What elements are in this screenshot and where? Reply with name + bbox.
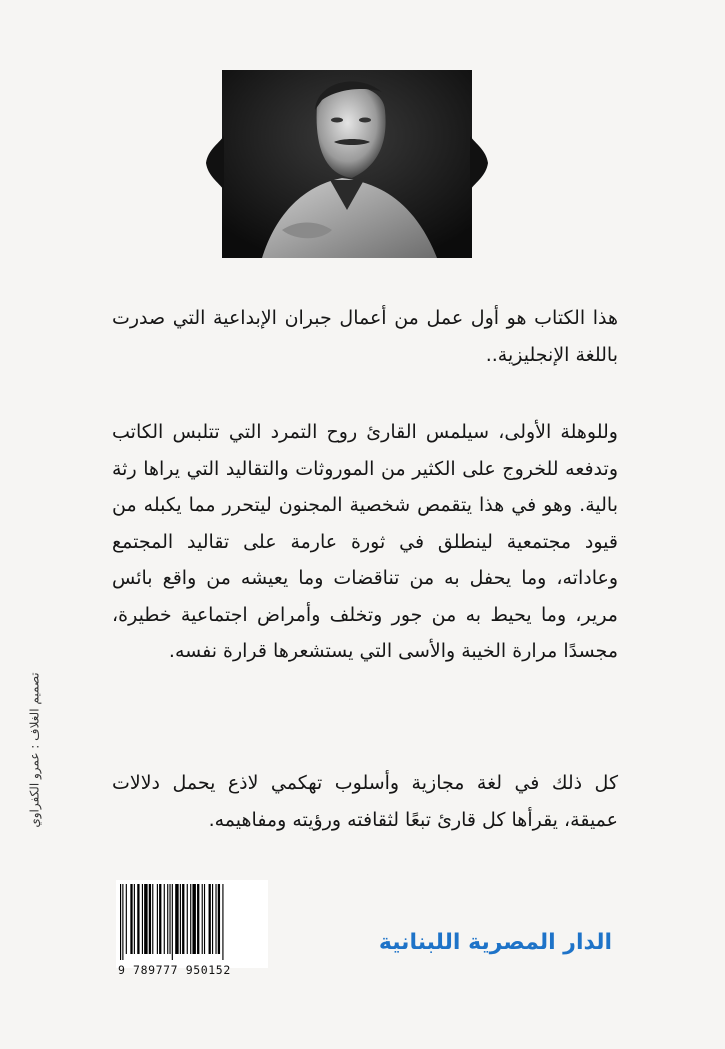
barcode-bar	[164, 884, 165, 954]
publisher-logo: الدار المصرية اللبنانية	[378, 930, 612, 955]
barcode-bar	[182, 884, 184, 954]
barcode-bar	[149, 884, 151, 954]
barcode-bar	[142, 884, 143, 954]
barcode-bar	[175, 884, 178, 954]
barcode-bar	[192, 884, 195, 954]
barcode-bar	[190, 884, 191, 954]
barcode-bar	[209, 884, 211, 954]
barcode-bar	[197, 884, 199, 954]
barcode-bar	[152, 884, 153, 954]
frame-ornament-left	[204, 136, 224, 190]
barcode-bar	[126, 884, 127, 954]
barcode-bar	[204, 884, 205, 954]
barcode-bar	[144, 884, 147, 954]
barcode-bar	[202, 884, 203, 954]
barcode-bar	[157, 884, 158, 954]
barcode-bar	[222, 884, 223, 960]
barcode-bar	[130, 884, 132, 954]
portrait-image	[222, 70, 472, 258]
blurb-paragraph-1: هذا الكتاب هو أول عمل من أعمال جبران الإبداعية التي صدرت باللغة الإنجليزية..	[112, 307, 618, 366]
frame-ornament-right	[470, 136, 490, 190]
barcode-bar	[137, 884, 139, 954]
barcode-bar	[159, 884, 161, 954]
blurb-paragraph-2: وللوهلة الأولى، سيلمس القارئ روح التمرد التي تتلبس الكاتب وتدفعه للخروج على الكثير من الموروثات والتقاليد التي يراها رثة بالية. وهو في هذا يتقمص شخصية المجنون ليتحرر مما يكبله من قيود مجتمعية لينطلق في ثورة عارمة على تقاليد المجتمع وعاداته، وما يحفل به من تناقضات وما يعيشه من واقع بائس مرير، وما يحيط به من جور وتخلف وأمراض اجتماعية خطيرة، مجسدًا مرارة الخيبة والأسى التي يستشعرها قرارة نفسه.	[112, 421, 618, 662]
blurb-paragraph-3: كل ذلك في لغة مجازية وأسلوب تهكمي لاذع يحمل دلالات عميقة، يقرأها كل قارئ تبعًا لثقافته ورؤيته ومفاهيمه.	[112, 772, 618, 831]
barcode-bar	[134, 884, 135, 954]
cover-design-credit-text: تصميم الغلاف : عمرو الكفراوي	[28, 672, 43, 828]
barcode-bar	[167, 884, 168, 954]
barcode-bar	[218, 884, 220, 954]
author-portrait	[222, 70, 472, 258]
isbn-number: 9 789777 950152	[118, 963, 231, 977]
barcode-bar	[122, 884, 123, 960]
isbn-barcode	[116, 880, 268, 968]
barcode-bar	[187, 884, 188, 954]
barcode-bar	[215, 884, 216, 954]
cover-design-credit	[20, 620, 50, 880]
barcode-bar	[120, 884, 121, 960]
barcode-bar	[180, 884, 181, 954]
barcode-bar	[212, 884, 213, 954]
barcode-bars	[116, 880, 268, 960]
barcode-bar	[172, 884, 173, 960]
barcode-bar	[169, 884, 170, 954]
